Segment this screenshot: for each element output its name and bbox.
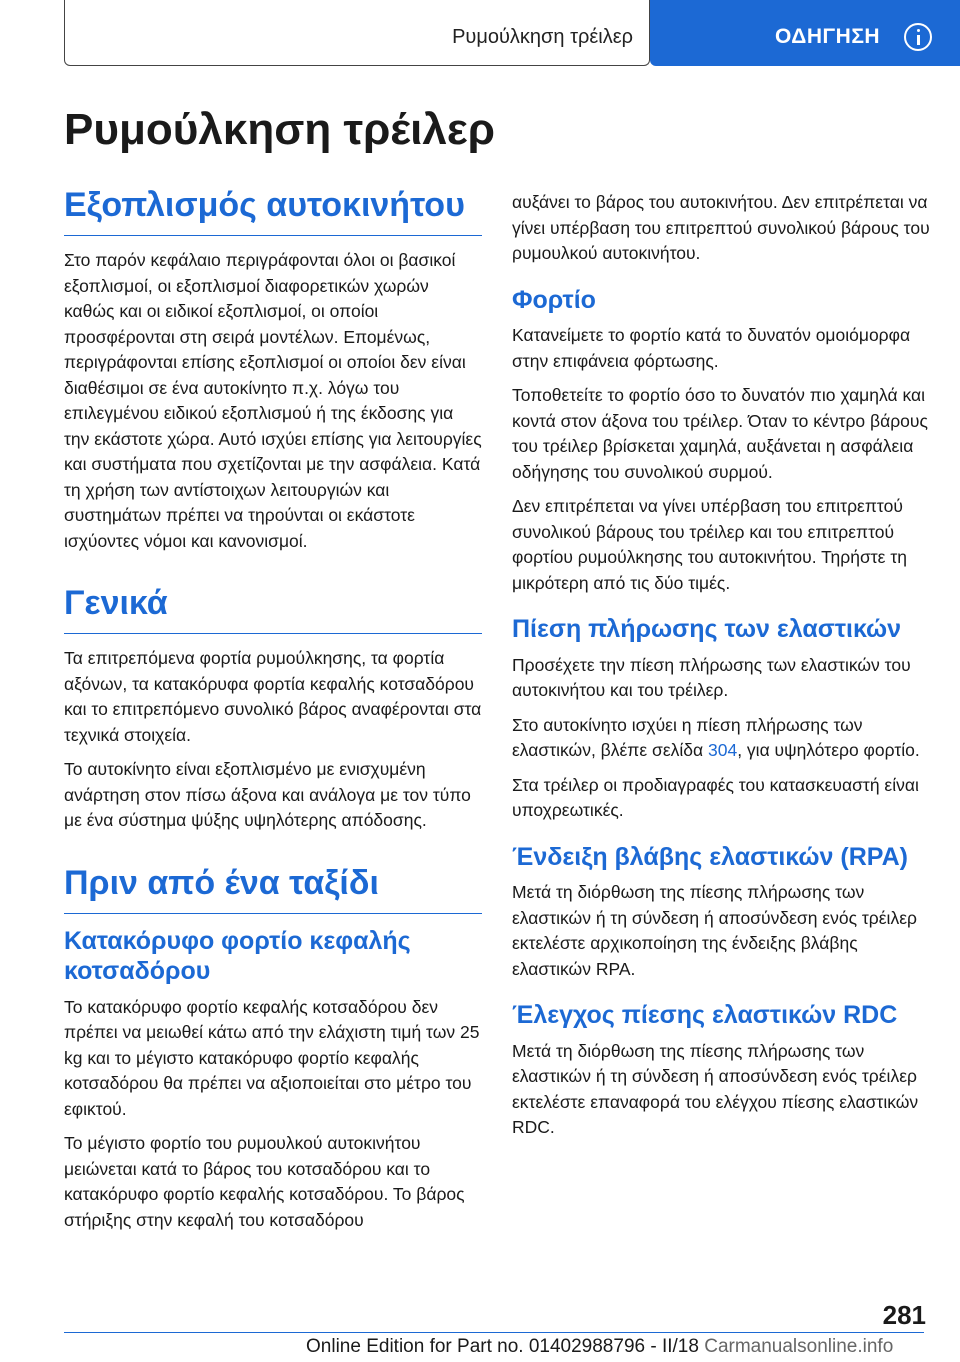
- paragraph-general-2: Το αυτοκίνητο είναι εξοπλισμένο με ενισχυμένη ανάρτηση στον πίσω άξονα και ανάλογα με τον τύπο με ένα σύστημα ψύξης υψηλότερης απόδοσης.: [64, 759, 471, 831]
- paragraph-equipment: Στο παρόν κεφάλαιο περιγράφονται όλοι οι βασικοί εξοπλισμοί, οι εξοπλισμοί διαφορετικών χωρών καθώς και οι ειδικοί εξοπλισμοί, οι οποίοι προσφέρονται στη σειρά μοντέλων. Επομένως, περιγράφονται επίσης εξοπλισμοί οι οποίοι δεν είναι διαθέσιμοι σε ένα αυτοκίνητο π.χ. λόγω του επιλεγμένου ειδικού εξοπλισμού ή της έκδοσης για την εκάστοτε χώρα. Αυτό ισχύει επίσης για λειτουργίες και συστήματα που σχετίζονται με την ασφάλεια. Κατά τη χρήση των αντίστοιχων λειτουργιών και συστημάτων πρέπει να τηρούνται οι εκάστοτε ισχύοντες νόμοι και κανονισμοί.: [64, 250, 482, 551]
- header-section-tab[interactable]: [64, 0, 650, 66]
- heading-tire-pressure: Πίεση πλήρωσης των ελαστικών: [512, 615, 902, 643]
- paragraph-vertical-2: Το μέγιστο φορτίο του ρυμουλκού αυτοκινήτου μειώνεται κατά το βάρος του κοτσαδόρου και το κατακόρυφο φορτίο κεφαλής κοτσαδόρου. Το βάρος στήριξης στην κεφαλή του κοτσαδόρου: [64, 1133, 465, 1230]
- footer-watermark: Carmanualsonline.info: [704, 1336, 894, 1357]
- header-chapter-label: ΟΔΗΓΗΣΗ: [775, 25, 881, 48]
- paragraph-pressure-2: [512, 713, 930, 764]
- paragraph-pressure-1: Προσέχετε την πίεση πλήρωσης των ελαστικών του αυτοκινήτου και του τρέιλερ.: [512, 654, 911, 700]
- paragraph-pressure-3: Στα τρέιλερ οι προδιαγραφές του κατασκευαστή είναι υποχρεωτικές.: [512, 774, 919, 820]
- heading-rpa: Ένδειξη βλάβης ελαστικών (RPA): [512, 842, 908, 871]
- heading-load: Φορτίο: [512, 285, 596, 314]
- page-number: 281: [882, 1300, 926, 1330]
- header-section-label: Ρυμούλκηση τρέιλερ: [452, 26, 633, 48]
- footer: [306, 1336, 893, 1358]
- heading-rdc: Έλεγχος πίεσης ελαστικών RDC: [512, 1001, 898, 1029]
- pressure-text-b: , για υψηλότερο φορτίο.: [737, 740, 920, 760]
- page-link-304[interactable]: 304: [708, 740, 738, 760]
- heading-vertical-load: Κατακόρυφο φορτίο κεφαλής κοτσαδόρου: [64, 926, 411, 986]
- paragraph-continued: αυξάνει το βάρος του αυτοκινήτου. Δεν επιτρέπεται να γίνει υπέρβαση του επιτρεπτού συνολικού βάρους του ρυμουλκού αυτοκινήτου.: [512, 192, 930, 263]
- paragraph-rpa: Μετά τη διόρθωση της πίεσης πλήρωσης των ελαστικών ή τη σύνδεση ή αποσύνδεση ενός τρέιλερ εκτελέστε αρχικοποίηση της ένδειξης βλάβης ελαστικών RPA.: [512, 882, 917, 979]
- header-chapter-tab[interactable]: [650, 0, 960, 66]
- footer-divider: [64, 1332, 924, 1333]
- paragraph-rdc: Μετά τη διόρθωση της πίεσης πλήρωσης των ελαστικών ή τη σύνδεση ή αποσύνδεση ενός τρέιλερ εκτελέστε επαναφορά του ελέγχου πίεσης ελαστικών RDC.: [512, 1040, 919, 1137]
- info-icon: [904, 23, 932, 51]
- pressure-text-a: Στο αυτοκίνητο ισχύει η πίεση πλήρωσης των ελαστικών, βλέπε σελίδα: [512, 714, 863, 760]
- heading-before-trip: Πριν από ένα ταξίδι: [64, 864, 482, 914]
- heading-general: Γενικά: [64, 584, 482, 634]
- paragraph-load-2: Τοποθετείτε το φορτίο όσο το δυνατόν πιο χαμηλά και κοντά στον άξονα του τρέιλερ. Όταν το κέντρο βάρους του τρέιλερ βρίσκεται χαμηλά, αυξάνεται η ασφάλεια οδήγησης του συνολικού συρμού.: [512, 385, 928, 482]
- paragraph-load-1: Κατανείμετε το φορτίο κατά το δυνατόν ομοιόμορφα στην επιφάνεια φόρτωσης.: [512, 325, 911, 371]
- page-title: Ρυμούλκηση τρέιλερ: [64, 105, 495, 154]
- paragraph-vertical-1: Το κατακόρυφο φορτίο κεφαλής κοτσαδόρου δεν πρέπει να μειωθεί κάτω από την ελάχιστη τιμή των 25 kg και το μέγιστο κατακόρυφο φορτίο κεφαλής κοτσαδόρου θα πρέπει να αξιοποιείται στο μέτρο του εφικτού.: [64, 996, 480, 1119]
- footer-edition: Online Edition for Part no. 01402988796 - II/18: [306, 1336, 699, 1357]
- paragraph-load-3: Δεν επιτρέπεται να γίνει υπέρβαση του επιτρεπτού συνολικού βάρους του τρέιλερ και του επιτρεπτού φορτίου ρυμούλκησης του αυτοκινήτου. Τηρήστε τη μικρότερη από τις δύο τιμές.: [512, 496, 907, 593]
- left-column: [64, 186, 482, 1242]
- paragraph-general-1: Τα επιτρεπόμενα φορτία ρυμούλκησης, τα φορτία αξόνων, τα κατακόρυφα φορτία κεφαλής κοτσαδόρου και το επιτρεπόμενο συνολικό βάρος αναφέρονται στα τεχνικά στοιχεία.: [64, 648, 482, 745]
- right-column: [512, 190, 930, 1150]
- heading-vehicle-equipment: Εξοπλισμός αυτοκινήτου: [64, 186, 482, 236]
- page-header: [64, 0, 960, 66]
